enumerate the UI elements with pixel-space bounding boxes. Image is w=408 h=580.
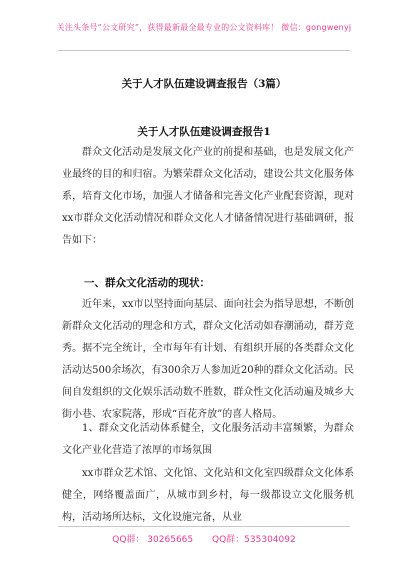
footer <box>0 532 408 545</box>
document-title: 关于人才队伍建设调查报告（3篇） <box>121 78 287 90</box>
heading-status: 一、群众文化活动的现状： <box>84 277 210 289</box>
footer-qq-1: QQ群： 30265665 <box>112 535 194 545</box>
header-divider <box>58 50 350 51</box>
footer-qq-2: QQ群：535304092 <box>212 535 296 545</box>
paragraph-intro: 群众文化活动是发展文化产业的前提和基础，也是发展文化产业最终的目的和归宿。为繁荣群众文化活动，建设公共文化服务体系，培育文化市场，加强人才储备和完善文化产业配套资源，现对xx市群众文化活动情况和群众文化人才储备情况进行基础调研，报告如下： <box>62 147 354 246</box>
paragraph-status: 近年来，xx市以坚持面向基层、面向社会为指导思想，不断创新群众文化活动的理念和方式，群众文化活动如春潮涌动，群芳竞秀。据不完全统计，全市每年有计划、有组织开展的各类群众文化活动达500余场次，有300余万人参加近20种的群众文化活动。民间自发组织的文化娱乐活动数不胜数，群众性文化活动遍及城乡大街小巷、农家院落，形成“百花齐放”的喜人格局。 <box>62 299 354 420</box>
header-banner: 关注头条号“公文研究”，获得最新最全最专业的公文资料库！ 微信：gongwenyj <box>56 23 352 32</box>
footer-divider <box>58 526 350 527</box>
paragraph-item-1: 1、群众文化活动体系健全，文化服务活动丰富频繁，为群众文化产业化营造了浓厚的市场氛围 <box>62 423 354 456</box>
section-title: 关于人才队伍建设调查报告1 <box>137 126 271 138</box>
paragraph-system: xx市群众艺术馆、文化馆、文化站和文化室四级群众文化体系健全，网络覆盖面广，从城市到乡村，每一级都设立文化服务机构，活动场所达标，文化设施完备，从业 <box>62 468 354 523</box>
